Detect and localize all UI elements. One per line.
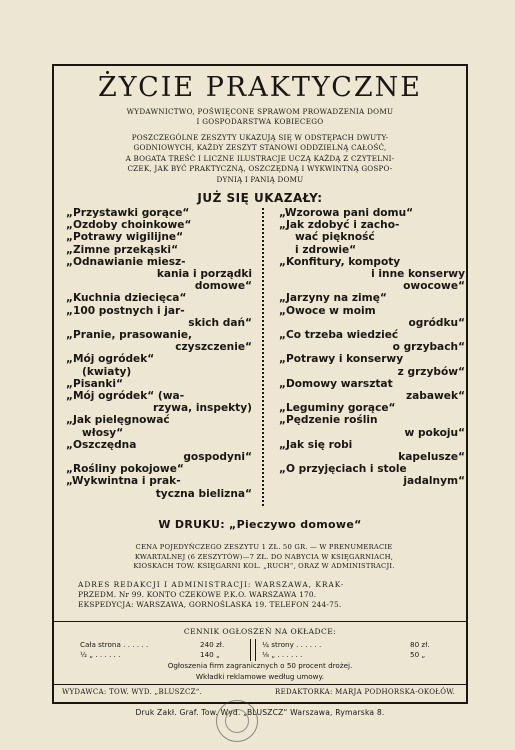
published-list-left [66, 207, 256, 500]
list-item: „Jarzyny na zimę“ [279, 292, 387, 305]
ad-rate-quarter-label: ¼ strony . . . . . . [262, 640, 322, 649]
intro-line: DYNIĄ I PANIĄ DOMU [216, 174, 304, 184]
list-item: „Wzorowa pani domu“ [279, 207, 414, 219]
list-item: „Konfitury, kompoty [279, 255, 401, 268]
list-item: włosy“ [82, 426, 124, 439]
ad-rate-full-label: Cała strona . . . . . . [80, 640, 149, 649]
list-item: o grzybach“ [392, 341, 465, 354]
ad-rate-eighth-label: ⅛ „ . . . . . . [262, 650, 303, 659]
price-line: KWARTALNEJ (6 ZESZYTÓW)—7 ZŁ. DO NABYCIA W KSIĘGARNIACH, [134, 552, 394, 561]
list-item: „O przyjęciach i stole [279, 463, 407, 476]
list-item: wać piękność [295, 231, 375, 244]
subtitle-line: I GOSPODARSTWA KOBIECEGO [196, 117, 324, 126]
list-item: i zdrowie“ [295, 243, 357, 256]
rate-separator [250, 639, 256, 661]
list-item: kapelusze“ [398, 451, 465, 464]
price-line: CENA POJEDYŃCZEGO ZESZYTU 1 ZŁ. 50 GR. — W PRENUMERACIE [135, 543, 393, 551]
list-item: „Jak zdobyć i zacho- [279, 219, 400, 232]
editor-line: REDAKTORKA: MARJA PODHORSKA-OKOŁÓW. [275, 688, 456, 696]
intro-line: A BOGATA TREŚĆ I LICZNE ILUSTRACJE UCZĄ KAŻDĄ Z CZYTELNI- [125, 153, 395, 163]
list-item: „Owoce w moim [279, 304, 376, 317]
intro-line: GODNIOWYCH, KAŻDY ZESZYT STANOWI ODDZIELNĄ CAŁOŚĆ, [133, 143, 387, 153]
address-block [78, 580, 450, 609]
list-item: „Zimne przekąski“ [66, 243, 179, 256]
list-item: „Odnawianie miesz- [66, 255, 186, 268]
list-item: „Kuchnia dziecięca“ [66, 292, 187, 305]
list-item: „Przystawki gorące“ [66, 207, 190, 219]
list-item: z grzybów“ [397, 365, 465, 378]
list-item: (kwiaty) [82, 365, 132, 378]
subtitle-line: WYDAWNICTWO, POŚWIĘCONE SPRAWOM PROWADZENIA DOMU [126, 107, 394, 116]
publication-title: ŻYCIE PRAKTYCZNE [97, 72, 422, 103]
list-item: rzywa, inspekty) [152, 402, 252, 415]
section-rule [54, 621, 466, 622]
list-item: „Pranie, prasowanie, [66, 329, 193, 342]
ad-rate-half-price: 140 „ [200, 650, 220, 659]
list-item: w pokoju“ [404, 426, 465, 439]
list-item: tyczna bielizna“ [155, 487, 252, 500]
list-item: domowe“ [194, 280, 252, 293]
list-item: gospodyni“ [183, 451, 252, 464]
ad-rate-half-label: ½ „ . . . . . . [80, 650, 121, 659]
publication-subtitle [62, 107, 458, 127]
list-item: ogródku“ [408, 316, 465, 329]
list-item: kania i porządki [156, 268, 252, 281]
list-item: „Oszczędna [66, 438, 137, 451]
section-rule [54, 684, 466, 685]
insert-note: Wkładki reklamowe według umowy. [195, 672, 325, 681]
in-print-line: W DRUKU: „Pieczywo domowe“ [158, 518, 362, 531]
list-item: „Potrawy i konserwy [279, 353, 404, 366]
list-item: i inne konserwy [371, 268, 465, 281]
list-item: zabawek“ [405, 390, 465, 403]
list-item: skich dań“ [188, 316, 252, 329]
ad-rate-quarter-price: 80 zł. [410, 640, 430, 649]
column-divider [262, 208, 266, 506]
published-list-right [279, 207, 469, 488]
library-stamp [216, 700, 258, 742]
list-item: „Rośliny pokojowe“ [66, 463, 184, 476]
address-line: ADRES REDAKCJI I ADMINISTRACJI: WARSZAWA, KRAK- [78, 580, 345, 589]
list-item: owocowe“ [403, 280, 465, 293]
intro-line: CZEK, JAK BYĆ PRAKTYCZNĄ, OSZCZĘDNĄ I WYKWINTNĄ GOSPO- [127, 164, 393, 174]
published-heading: JUŻ SIĘ UKAZAŁY: [197, 191, 323, 205]
list-item: „Leguminy gorące“ [279, 402, 396, 415]
list-item: „Wykwintna i prak- [66, 475, 181, 488]
list-item: „Mój ogródek“ (wa- [66, 390, 185, 403]
list-item: „Domowy warsztat [279, 377, 393, 390]
price-line: KIOSKACH TOW. KSIĘGARNI KOL. „RUCH“, ORAZ W ADMINISTRACJI. [133, 562, 395, 571]
ad-rate-eighth-price: 50 „ [410, 650, 426, 659]
address-line: PRZEDM. Nr 99. KONTO CZEKOWE P.K.O. WARSZAWA 170. [78, 589, 317, 599]
printer-line: Druk Zakł. Graf. Tow. Wyd. „BLUSZCZ“ Warszawa, Rymarska 8. [135, 708, 385, 717]
publisher-line: WYDAWCA: TOW. WYD. „BLUSZCZ“. [62, 688, 203, 696]
intro-line: POSZCZEGÓLNE ZESZYTY UKAZUJĄ SIĘ W ODSTĘPACH DWUTY- [131, 133, 389, 142]
list-item: „Pisanki“ [66, 377, 123, 390]
price-info [78, 543, 450, 572]
address-line: EKSPEDYCJA: WARSZAWA, GORNOŚLASKA 19. TELEFON 244-75. [78, 599, 342, 609]
list-item: „100 postnych i jar- [66, 304, 185, 317]
list-item: „Co trzeba wiedzieć [279, 329, 399, 342]
list-item: „Mój ogródek“ [66, 353, 155, 366]
list-item: „Pędzenie roślin [279, 414, 378, 427]
ad-rate-full-price: 240 zł. [200, 640, 225, 649]
list-item: „Potrawy wigilijne“ [66, 231, 184, 244]
foreign-ads-note: Ogłoszenia firm zagranicznych o 50 procent drożej. [167, 661, 353, 670]
list-item: „Ozdoby choinkowe“ [66, 219, 192, 232]
list-item: czyszczenie“ [175, 341, 252, 354]
intro-paragraph [66, 133, 454, 185]
ad-price-heading: CENNIK OGŁOSZEŃ NA OKŁADCE: [183, 627, 337, 636]
list-item: „Jak się robi [279, 438, 353, 451]
list-item: jadalnym“ [403, 475, 465, 488]
list-item: „Jak pielęgnować [66, 414, 170, 427]
